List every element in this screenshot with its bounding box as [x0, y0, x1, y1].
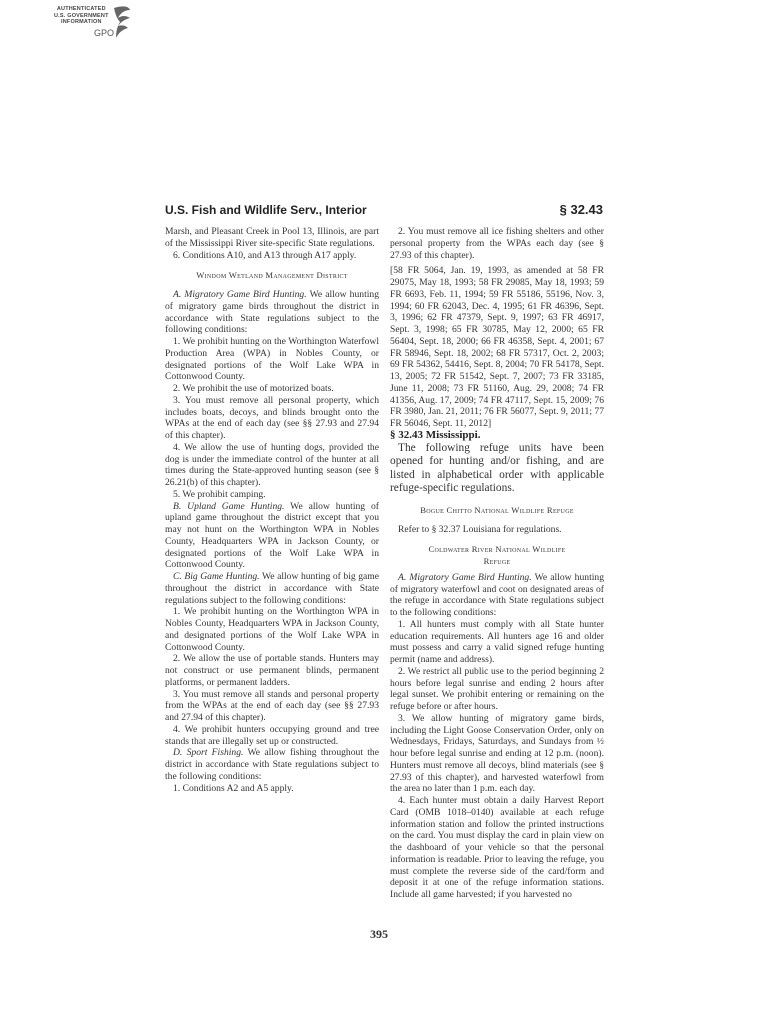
source-citation: [58 FR 5064, Jan. 19, 1993, as amended at 58 FR 29075, May 18, 1993; 58 FR 29085, May 18, 1993; 59 FR 6693, Feb. 11, 1994; 59 FR 55186, 55196, Nov. 3, 1994; 60 FR 62043, Dec. 4, 1995; 61 FR 46396, Sept. 3, 1996; 62 FR 47379, Sept. 9, 1997; 63 FR 46917, Sept. 3, 1998; 65 FR 30785, May 12, 2000; 65 FR 56404, Sept. 18, 2000; 66 FR 46358, Sept. 4, 2001; 67 FR 58946, Sept. 18, 2002; 68 FR 57317, Oct. 2, 2003; 69 FR 54362, 54416, Sept. 8, 2004; 70 FR 54178, Sept. 13, 2005; 72 FR 51542, Sept. 7, 2007; 73 FR 33185, June 11, 2008; 73 FR 51160, Aug. 29, 2008; 74 FR 41356, Aug. 17, 2009; 74 FR 47117, Sept. 15, 2009; 76 FR 3980, Jan. 21, 2011; 76 FR 56077, Sept. 9, 2011; 77 FR 56046, Sept. 11, 2012] — [390, 265, 604, 429]
refuge-heading-line: Refuge — [483, 556, 511, 567]
logo-line: U.S. GOVERNMENT — [54, 12, 109, 19]
paragraph: Refer to § 32.37 Louisiana for regulations. — [398, 523, 562, 535]
logo-gpo: GPO — [94, 28, 115, 38]
paragraph: 2. We prohibit the use of motorized boats. — [173, 383, 334, 394]
paragraph: 1. We prohibit hunting on the Worthington WPA in Nobles County, Headquarters WPA in Jackson County, and designated portions of the Wolf Lake WPA in Cottonwood County. — [165, 606, 379, 653]
paragraph: 3. You must remove all stands and personal property from the WPAs at the end of each day (see §§ 27.93 and 27.94 of this chapter). — [165, 688, 379, 723]
paragraph: 2. We restrict all public use to the period beginning 2 hours before legal sunrise and ending 2 hours after legal sunset. We prohibit entering or remaining on the refuge before or after hours. — [390, 665, 604, 713]
paragraph — [165, 571, 379, 606]
paragraph: Marsh, and Pleasant Creek in Pool 13, Illinois, are part of the Mississippi River site-specific State regulations. — [165, 226, 379, 249]
right-column — [390, 226, 604, 901]
paragraph: 3. We allow hunting of migratory game birds, including the Light Goose Conservation Order, only on Wednesdays, Fridays, Saturdays, and Sundays from ½ hour before legal sunrise and ending at 12 p.m. (noon). Hunters must remove all decoys, blind materials (see § 27.93 of this chapter), and harvested waterfowl from the area no later than 1 p.m. each day. — [390, 712, 604, 795]
paragraph-text: We allow hunting of migratory game birds throughout the district in accordance with State regulations subject to the following conditions: — [165, 289, 379, 336]
paragraph: 6. Conditions A10, and A13 through A17 apply. — [173, 249, 357, 261]
running-header-section: § 32.43 — [559, 202, 603, 217]
left-column — [165, 226, 379, 794]
paragraph: 4. We prohibit hunters occupying ground and tree stands that are illegally set up or constructed. — [165, 723, 379, 747]
paragraph: 1. Conditions A2 and A5 apply. — [173, 782, 294, 794]
paragraph-label: A. Migratory Game Bird Hunting. — [173, 289, 307, 300]
logo-line: AUTHENTICATED — [56, 6, 106, 12]
paragraph-label: C. Big Game Hunting. — [173, 571, 260, 582]
paragraph: 4. Each hunter must obtain a daily Harvest Report Card (OMB 1018–0140) available at each refuge information station and follow the printed instructions on the card. You must display the card in plain view on the dashboard of your vehicle so that the personal information is readable. Prior to leaving the refuge, you must complete the reverse side of the card/form and deposit it at one of the refuge information stations. Include all game harvested; if you harvested no — [390, 795, 604, 901]
paragraph-text: We allow fishing throughout the district in accordance with State regulations subject to the following conditions: — [165, 747, 379, 782]
paragraph-label: A. Migratory Game Bird Hunting. — [398, 571, 532, 583]
paragraph: 3. You must remove all personal property, which includes boats, decoys, and blinds brought onto the WPAs at the end of each day (see §§ 27.93 and 27.94 of this chapter). — [165, 394, 379, 441]
paragraph — [390, 572, 604, 619]
paragraph-text: We allow hunting of big game throughout the district in accordance with State regulations subject to the following conditions: — [165, 571, 379, 606]
refuge-heading: Bogue Chitto National Wildlife Refuge — [420, 504, 574, 515]
paragraph: 2. We allow the use of portable stands. Hunters may not construct or use permanent blinds, permanent platforms, or permanent ladders. — [165, 653, 379, 688]
paragraph-text: We allow hunting of migratory waterfowl and coot on designated areas of the refuge in accordance with State regulations subject to the following conditions: — [390, 571, 604, 619]
paragraph — [165, 747, 379, 782]
paragraph-label: D. Sport Fishing. — [173, 747, 244, 759]
page-number: 395 — [370, 927, 388, 941]
paragraph — [165, 289, 379, 336]
paragraph: 1. All hunters must comply with all State hunter education requirements. All hunters age 16 and older must possess and carry a valid signed refuge hunting permit (name and address). — [390, 618, 604, 666]
section-intro: The following refuge units have been opened for hunting and/or fishing, and are listed in alphabetical order with applicable refuge-specific regulations. — [390, 441, 604, 495]
paragraph — [165, 501, 379, 572]
gpo-authenticated-logo — [24, 4, 124, 44]
eagle-icon — [110, 4, 132, 42]
running-header-agency: U.S. Fish and Wildlife Serv., Interior — [165, 203, 367, 217]
refuge-heading-line: Coldwater River National Wildlife — [428, 544, 566, 555]
paragraph: 1. We prohibit hunting on the Worthington Waterfowl Production Area (WPA) in Nobles County, or designated portions of the Wolf Lake WPA in Cottonwood County. — [165, 336, 379, 383]
paragraph: 4. We allow the use of hunting dogs, provided the dog is under the immediate control of the hunter at all times during the State-approved hunting season (see § 26.21(b) of this chapter). — [165, 441, 379, 488]
refuge-heading — [390, 544, 604, 568]
logo-line: INFORMATION — [61, 19, 102, 25]
paragraph-text: We allow hunting of upland game throughout the district except that you may not hunt on the Worthington WPA in Nobles County, Headquarters WPA in Jackson County, or designated portions of the Wolf Lake WPA in Cottonwood County. — [165, 500, 379, 571]
paragraph: 5. We prohibit camping. — [173, 488, 266, 500]
logo-text — [54, 6, 109, 26]
section-title: § 32.43 Mississippi. — [390, 428, 481, 441]
paragraph: 2. You must remove all ice fishing shelters and other personal property from the WPAs each day (see § 27.93 of this chapter). — [390, 226, 604, 261]
district-heading: Windom Wetland Management District — [196, 270, 348, 281]
paragraph-label: B. Upland Game Hunting. — [173, 500, 285, 512]
